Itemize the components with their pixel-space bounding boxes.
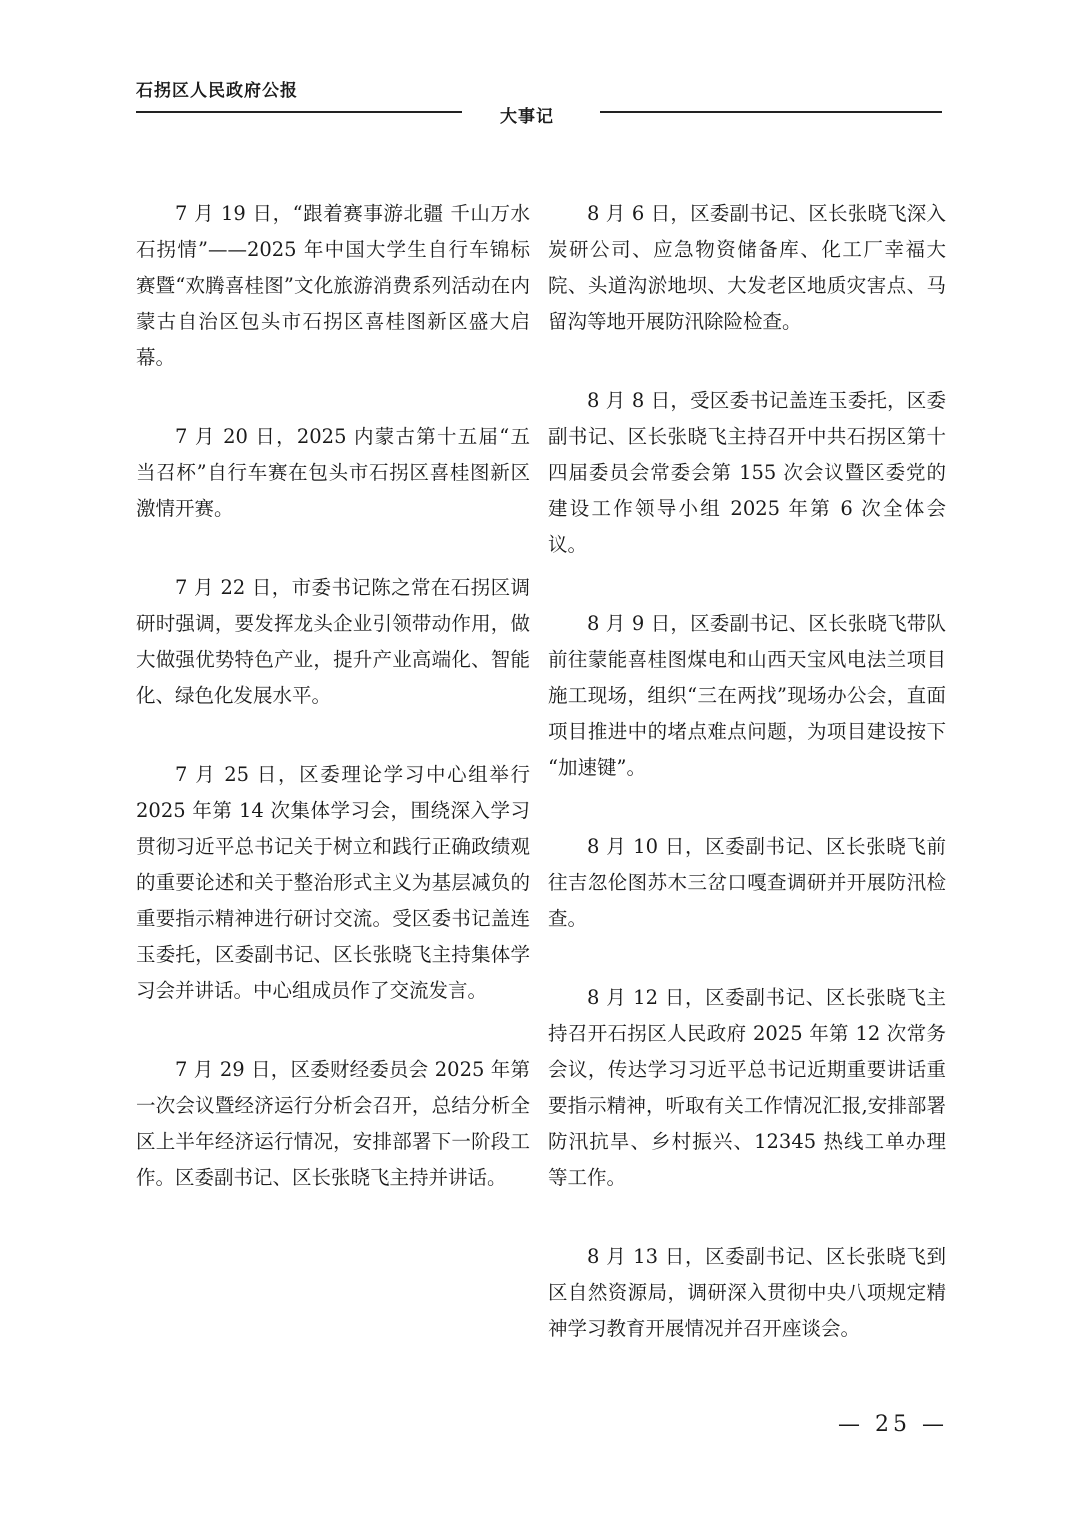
event-entry-aug-6: 8 月 6 日，区委副书记、区长张晓飞深入炭研公司、应急物资储备库、化工厂幸福大院、头道沟淤地坝、大发老区地质灾害点、马留沟等地开展防汛除险检查。	[548, 202, 946, 333]
event-entry-aug-9: 8 月 9 日，区委副书记、区长张晓飞带队前往蒙能喜桂图煤电和山西天宝风电法兰项目施工现场，组织“三在两找”现场办公会，直面项目推进中的堵点难点问题，为项目建设按下 “加速键”。	[548, 612, 946, 779]
event-entry-jul-22: 7 月 22 日，市委书记陈之常在石拐区调研时强调，要发挥龙头企业引领带动作用，做大做强优势特色产业，提升产业高端化、智能化、绿色化发展水平。	[136, 576, 530, 707]
left-column	[136, 196, 530, 1239]
event-entry-aug-13: 8 月 13 日，区委副书记、区长张晓飞到区自然资源局，调研深入贯彻中央八项规定精神学习教育开展情况并召开座谈会。	[548, 1245, 946, 1340]
event-entry-jul-25: 7 月 25 日，区委理论学习中心组举行 2025 年第 14 次集体学习会，围绕深入学习贯彻习近平总书记关于树立和践行正确政绩观的重要论述和关于整治形式主义为基层减负的重要指示精神进行研讨交流。受区委书记盖连玉委托，区委副书记、区长张晓飞主持集体学习会并讲话。中心组成员作了交流发言。	[136, 763, 530, 1002]
header-rule-right	[600, 111, 942, 113]
event-entry-aug-10: 8 月 10 日，区委副书记、区长张晓飞前往吉忽伦图苏木三岔口嘎查调研并开展防汛检查。	[548, 835, 946, 930]
right-column	[548, 196, 946, 1390]
section-title: 大事记	[500, 107, 554, 127]
event-entry-jul-29: 7 月 29 日，区委财经委员会 2025 年第一次会议暨经济运行分析会召开，总结分析全区上半年经济运行情况，安排部署下一阶段工作。区委副书记、区长张晓飞主持并讲话。	[136, 1058, 530, 1189]
event-entry-aug-12: 8 月 12 日，区委副书记、区长张晓飞主持召开石拐区人民政府 2025 年第 12 次常务会议，传达学习习近平总书记近期重要讲话重要指示精神，听取有关工作情况汇报,安排部署防汛抗旱、乡村振兴、12345 热线工单办理等工作。	[548, 986, 946, 1189]
event-entry-aug-8: 8 月 8 日，受区委书记盖连玉委托，区委副书记、区长张晓飞主持召开中共石拐区第十四届委员会常委会第 155 次会议暨区委党的建设工作领导小组 2025 年第 6 次全体会议。	[548, 389, 946, 556]
event-entry-jul-19: 7 月 19 日，“跟着赛事游北疆 千山万水石拐情”——2025 年中国大学生自行车锦标赛暨“欢腾喜桂图”文化旅游消费系列活动在内蒙古自治区包头市石拐区喜桂图新区盛大启幕。	[136, 202, 530, 369]
page-number: — 25 —	[838, 1412, 948, 1437]
event-entry-jul-20: 7 月 20 日，2025 内蒙古第十五届“五当召杯”自行车赛在包头市石拐区喜桂图新区激情开赛。	[136, 425, 530, 520]
publication-title: 石拐区人民政府公报	[136, 81, 298, 101]
header-rule-left	[136, 111, 462, 113]
